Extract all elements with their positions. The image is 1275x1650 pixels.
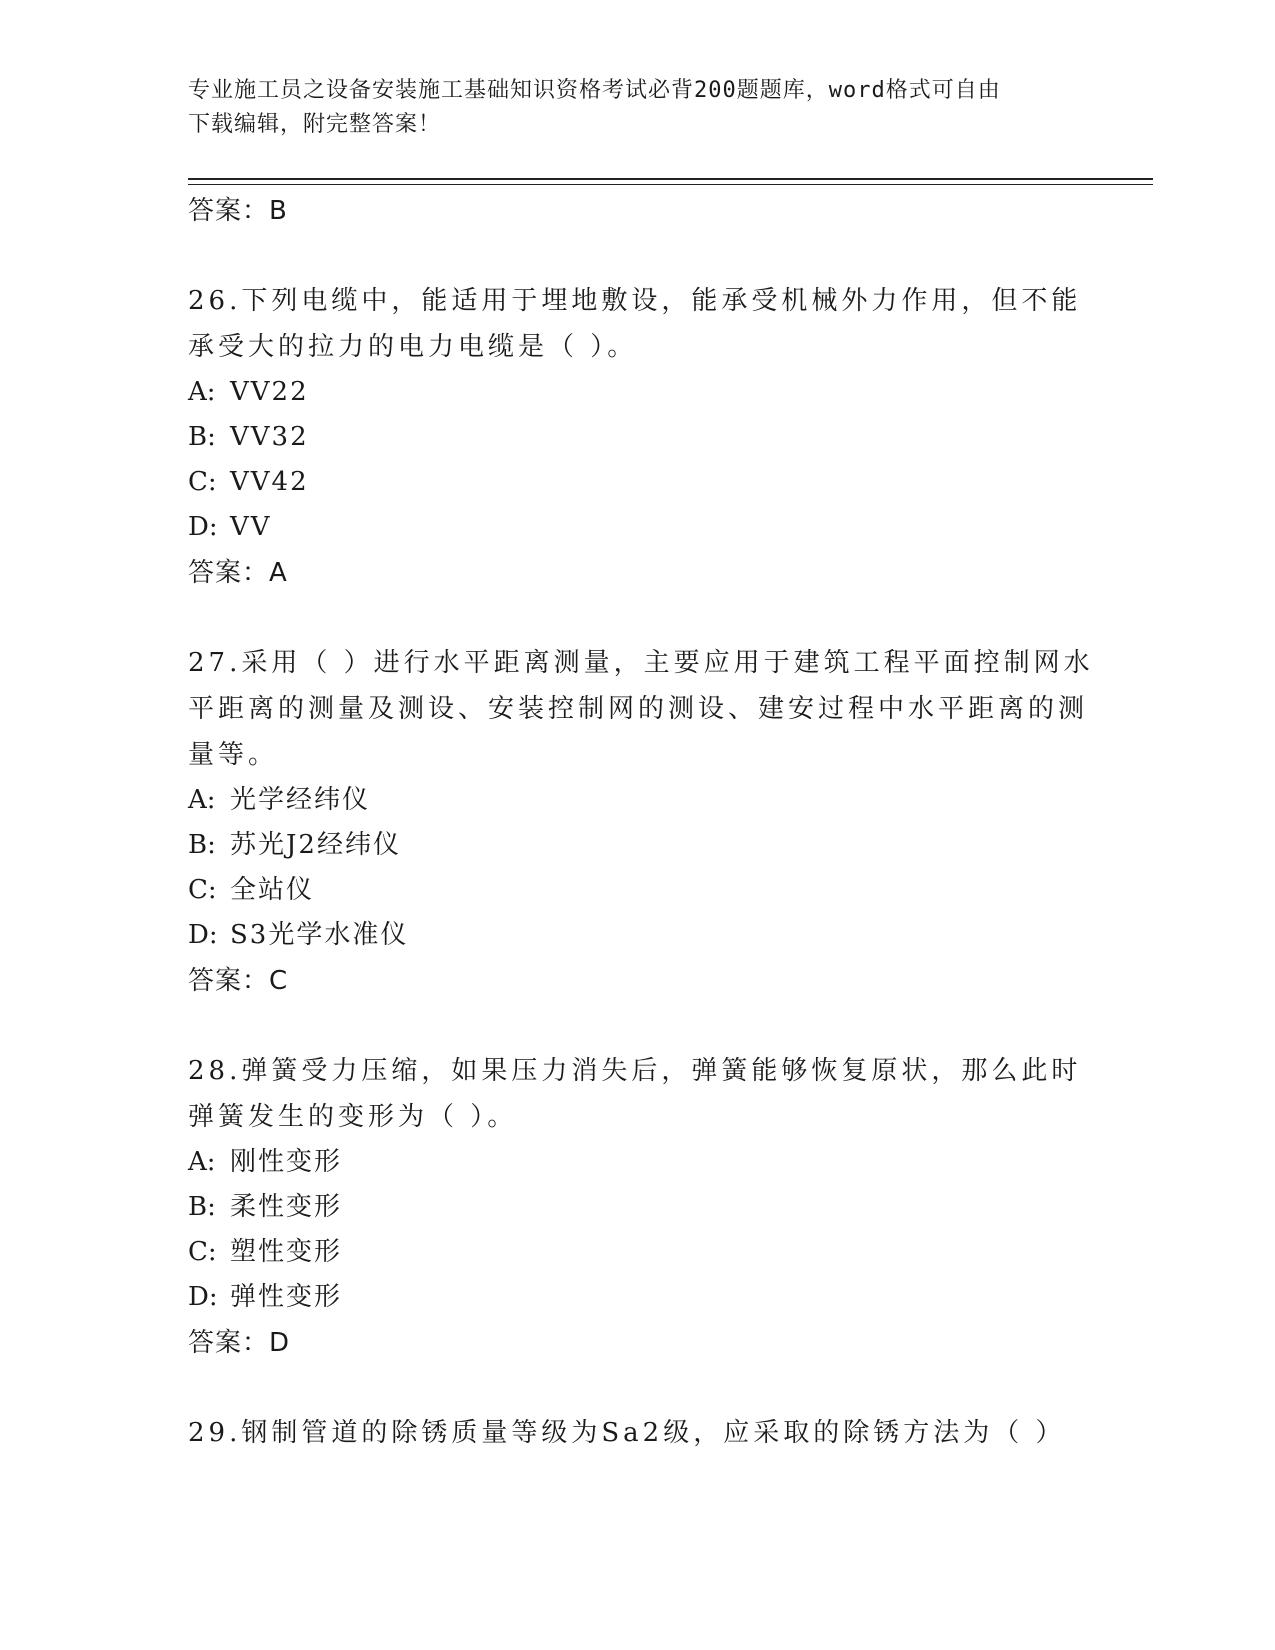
option-b (188, 1185, 1098, 1230)
option-d (188, 505, 1098, 550)
question-text: 28.弹簧受力压缩，如果压力消失后，弹簧能够恢复原状，那么此时弹簧发生的变形为（ ）。 (188, 1056, 1082, 1132)
spacer (188, 1366, 1098, 1410)
option-c (188, 1230, 1098, 1275)
option-text: 塑性变形 (230, 1237, 343, 1267)
option-text: VV42 (230, 467, 309, 497)
question-text: 26.下列电缆中，能适用于埋地敷设，能承受机械外力作用，但不能承受大的拉力的电力电缆是（ ）。 (188, 286, 1082, 362)
option-text: S3光学水准仪 (230, 920, 409, 950)
page-header (188, 74, 1078, 142)
spacer (188, 596, 1098, 640)
answer-line: 答案：A (188, 558, 288, 588)
option-letter: D: (188, 512, 218, 542)
option-b (188, 823, 1098, 868)
header-divider-thin (188, 184, 1153, 185)
option-letter: A: (188, 377, 216, 407)
option-text: VV32 (230, 422, 309, 452)
question-block (188, 640, 1098, 1004)
question-block (188, 1048, 1098, 1366)
spacer (188, 234, 1098, 278)
option-text: 光学经纬仪 (230, 785, 371, 815)
question-block (188, 1410, 1098, 1456)
header-line-1: 专业施工员之设备安装施工基础知识资格考试必背200题题库，word格式可自由 (188, 78, 1001, 103)
option-letter: B: (188, 1192, 216, 1222)
option-d (188, 1275, 1098, 1320)
spacer (188, 1004, 1098, 1048)
option-b (188, 415, 1098, 460)
header-line-2: 下载编辑，附完整答案！ (188, 112, 442, 137)
option-text: 弹性变形 (230, 1282, 343, 1312)
option-letter: C: (188, 1237, 217, 1267)
answer-line: 答案：B (188, 196, 288, 226)
option-letter: D: (188, 1282, 218, 1312)
question-block (188, 278, 1098, 596)
option-c (188, 460, 1098, 505)
option-text: VV22 (230, 377, 309, 407)
option-letter: D: (188, 920, 218, 950)
option-letter: B: (188, 830, 216, 860)
question-text: 29.钢制管道的除锈质量等级为Sa2级，应采取的除锈方法为（ ） (188, 1418, 1066, 1448)
answer-line: 答案：D (188, 1328, 291, 1358)
question-text: 27.采用（ ）进行水平距离测量，主要应用于建筑工程平面控制网水平距离的测量及测设、安装控制网的测设、建安过程中水平距离的测量等。 (188, 648, 1094, 770)
option-c (188, 868, 1098, 913)
option-text: 苏光J2经纬仪 (230, 830, 401, 860)
option-a (188, 778, 1098, 823)
option-letter: B: (188, 422, 216, 452)
answer-line: 答案：C (188, 966, 289, 996)
option-text: VV (230, 512, 272, 542)
header-divider-thick (188, 178, 1153, 180)
option-a (188, 370, 1098, 415)
option-letter: C: (188, 467, 217, 497)
option-text: 柔性变形 (230, 1192, 343, 1222)
question-list (188, 188, 1098, 1456)
option-text: 全站仪 (230, 875, 315, 905)
option-letter: C: (188, 875, 217, 905)
option-a (188, 1140, 1098, 1185)
option-d (188, 913, 1098, 958)
option-letter: A: (188, 785, 216, 815)
option-letter: A: (188, 1147, 216, 1177)
option-text: 刚性变形 (230, 1147, 343, 1177)
